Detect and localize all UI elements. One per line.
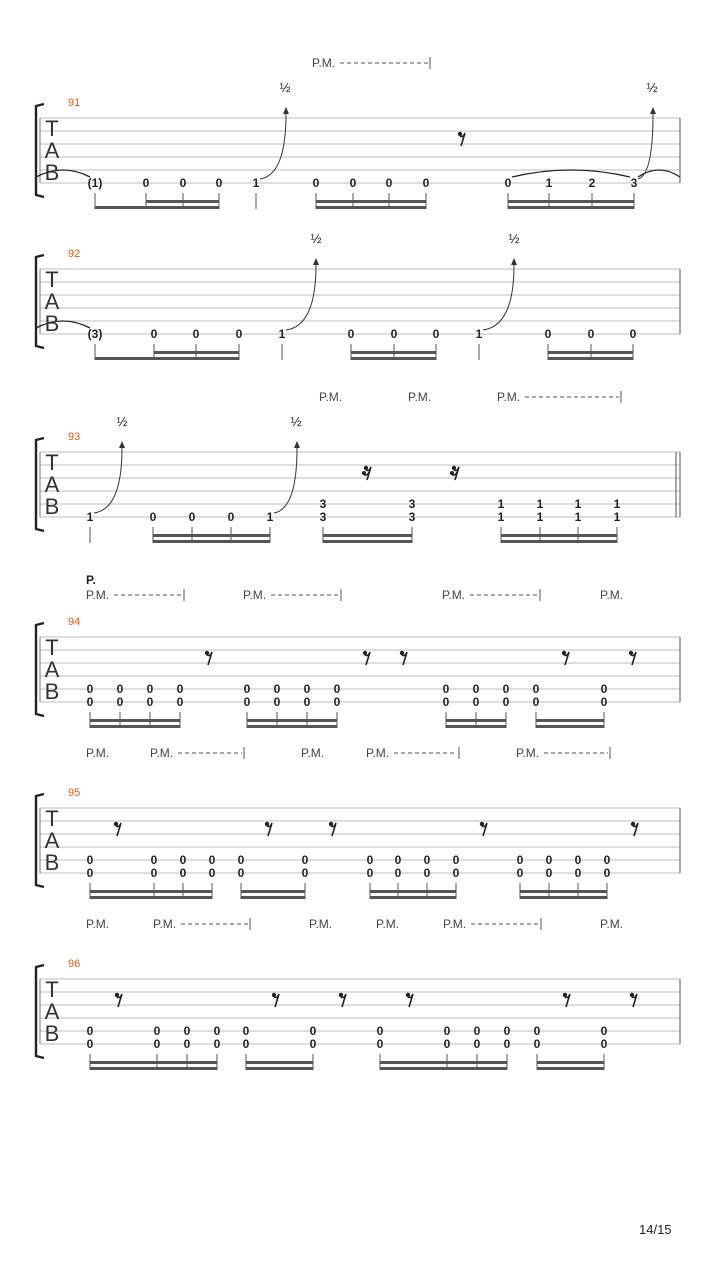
fret-number: 0 bbox=[309, 1024, 317, 1038]
fret-number: 1 bbox=[278, 327, 286, 341]
fret-number: 1 bbox=[497, 510, 505, 524]
beam bbox=[370, 890, 456, 893]
tab-clef-letter: B bbox=[44, 850, 60, 875]
tab-clef-letter: T bbox=[45, 116, 59, 141]
tab-system-93 bbox=[36, 390, 680, 543]
palm-mute-label: P.M. bbox=[153, 917, 177, 931]
fret-number: 0 bbox=[237, 853, 245, 867]
tab-clef-letter: B bbox=[44, 311, 60, 336]
beam bbox=[501, 534, 617, 537]
fret-number: 0 bbox=[533, 1037, 541, 1051]
fret-number: 1 bbox=[574, 510, 582, 524]
tab-clef-letter: A bbox=[44, 472, 60, 497]
fret-number: 0 bbox=[587, 327, 595, 341]
bend-arrow bbox=[511, 258, 517, 265]
tab-clef-letter: B bbox=[44, 1021, 60, 1046]
fret-number: 0 bbox=[242, 1037, 250, 1051]
beam bbox=[548, 357, 633, 360]
beam bbox=[548, 351, 633, 354]
palm-mute-label: P.M. bbox=[442, 588, 466, 602]
fret-number: 0 bbox=[333, 682, 341, 696]
fret-number: 0 bbox=[273, 695, 281, 709]
beam bbox=[316, 200, 426, 203]
fret-number: 0 bbox=[629, 327, 637, 341]
tab-clef-letter: A bbox=[44, 138, 60, 163]
fret-number: 0 bbox=[243, 682, 251, 696]
fret-number: 0 bbox=[183, 1037, 191, 1051]
fret-number: 0 bbox=[394, 853, 402, 867]
fret-number: 0 bbox=[473, 1024, 481, 1038]
fret-number: 0 bbox=[532, 695, 540, 709]
bend-arrow bbox=[313, 258, 319, 265]
fret-number: 0 bbox=[86, 682, 94, 696]
fret-number: 0 bbox=[422, 176, 430, 190]
fret-number: 0 bbox=[179, 866, 187, 880]
bend-curve bbox=[274, 448, 297, 513]
fret-number: 0 bbox=[176, 695, 184, 709]
beam bbox=[520, 890, 607, 893]
palm-mute-label: P.M. bbox=[600, 917, 624, 931]
fret-number: 0 bbox=[153, 1024, 161, 1038]
beam bbox=[323, 540, 412, 543]
palm-mute-label: P.M. bbox=[319, 390, 343, 404]
beam bbox=[537, 1067, 604, 1070]
fret-number: 0 bbox=[146, 695, 154, 709]
fret-number: 0 bbox=[235, 327, 243, 341]
fret-number: 0 bbox=[545, 866, 553, 880]
beam bbox=[146, 200, 219, 203]
bend-amount: ½ bbox=[290, 414, 302, 429]
section-marker: P. bbox=[86, 573, 96, 587]
palm-mute-label: P.M. bbox=[243, 588, 267, 602]
bend-amount: ½ bbox=[310, 231, 322, 246]
fret-number: 2 bbox=[588, 176, 596, 190]
fret-number: 0 bbox=[472, 682, 480, 696]
tab-clef-letter: A bbox=[44, 999, 60, 1024]
tab-clef-letter: B bbox=[44, 494, 60, 519]
bend-amount: ½ bbox=[508, 231, 520, 246]
fret-number: 0 bbox=[312, 176, 320, 190]
fret-number: 1 bbox=[536, 510, 544, 524]
fret-number: 0 bbox=[423, 866, 431, 880]
fret-number: 1 bbox=[545, 176, 553, 190]
fret-number: 0 bbox=[600, 682, 608, 696]
fret-number: 0 bbox=[503, 1037, 511, 1051]
fret-number: 0 bbox=[303, 695, 311, 709]
fret-number: 0 bbox=[86, 866, 94, 880]
tab-clef-letter: A bbox=[44, 657, 60, 682]
beam bbox=[95, 357, 239, 360]
fret-number: 0 bbox=[349, 176, 357, 190]
beam bbox=[90, 890, 212, 893]
fret-number: 0 bbox=[472, 695, 480, 709]
tab-clef-letter: T bbox=[45, 450, 59, 475]
fret-number: 0 bbox=[533, 1024, 541, 1038]
tab-clef-letter: A bbox=[44, 828, 60, 853]
bend-curve bbox=[286, 265, 316, 330]
fret-number: 0 bbox=[86, 853, 94, 867]
fret-number: 1 bbox=[86, 510, 94, 524]
beam bbox=[508, 206, 634, 209]
fret-number: 0 bbox=[188, 510, 196, 524]
measure-number: 91 bbox=[68, 97, 81, 109]
fret-number: 0 bbox=[208, 853, 216, 867]
palm-mute-label: P.M. bbox=[516, 746, 540, 760]
fret-number: 0 bbox=[532, 682, 540, 696]
fret-number: 0 bbox=[452, 853, 460, 867]
fret-number: 0 bbox=[146, 682, 154, 696]
fret-number: 0 bbox=[600, 1037, 608, 1051]
fret-number: 0 bbox=[376, 1037, 384, 1051]
beam bbox=[153, 534, 270, 537]
fret-number: 0 bbox=[502, 695, 510, 709]
tab-clef-letter: T bbox=[45, 635, 59, 660]
beam bbox=[501, 540, 617, 543]
beam bbox=[520, 896, 607, 899]
fret-number: 0 bbox=[237, 866, 245, 880]
bend-curve bbox=[260, 114, 286, 179]
fret-number: 0 bbox=[390, 327, 398, 341]
bend-amount: ½ bbox=[279, 80, 291, 95]
fret-number: 0 bbox=[213, 1037, 221, 1051]
tab-clef-letter: T bbox=[45, 806, 59, 831]
palm-mute-label: P.M. bbox=[86, 746, 110, 760]
fret-number: 1 bbox=[475, 327, 483, 341]
fret-number: 0 bbox=[504, 176, 512, 190]
bend-curve bbox=[483, 265, 514, 330]
beam bbox=[351, 357, 436, 360]
fret-number: 1 bbox=[536, 497, 544, 511]
page-number: 14/15 bbox=[639, 1222, 672, 1237]
fret-number: 0 bbox=[366, 853, 374, 867]
fret-number: 3 bbox=[630, 176, 638, 190]
fret-number: 1 bbox=[497, 497, 505, 511]
fret-number: (3) bbox=[87, 327, 103, 341]
fret-number: 1 bbox=[613, 497, 621, 511]
bend-arrow bbox=[294, 441, 300, 448]
fret-number: 0 bbox=[176, 682, 184, 696]
palm-mute-label: P.M. bbox=[150, 746, 174, 760]
fret-number: 0 bbox=[309, 1037, 317, 1051]
beam bbox=[316, 206, 426, 209]
tab-clef-letter: B bbox=[44, 160, 60, 185]
fret-number: 0 bbox=[600, 695, 608, 709]
tab-clef-letter: B bbox=[44, 679, 60, 704]
bend-arrow bbox=[650, 107, 656, 114]
fret-number: 0 bbox=[603, 853, 611, 867]
fret-number: 0 bbox=[452, 866, 460, 880]
fret-number: 0 bbox=[442, 682, 450, 696]
beam bbox=[446, 719, 506, 722]
fret-number: 0 bbox=[86, 1024, 94, 1038]
tie bbox=[638, 170, 680, 177]
tab-system-96 bbox=[36, 917, 680, 1070]
fret-number: 0 bbox=[516, 853, 524, 867]
palm-mute-label: P.M. bbox=[366, 746, 390, 760]
beam bbox=[90, 896, 212, 899]
fret-number: 0 bbox=[215, 176, 223, 190]
fret-number: 0 bbox=[503, 1024, 511, 1038]
beam bbox=[380, 1067, 507, 1070]
fret-number: 1 bbox=[266, 510, 274, 524]
palm-mute-label: P.M. bbox=[86, 917, 110, 931]
fret-number: 0 bbox=[545, 853, 553, 867]
fret-number: 0 bbox=[502, 682, 510, 696]
fret-number: 0 bbox=[394, 866, 402, 880]
fret-number: 0 bbox=[153, 1037, 161, 1051]
beam bbox=[247, 725, 337, 728]
fret-number: 0 bbox=[242, 1024, 250, 1038]
fret-number: 0 bbox=[366, 866, 374, 880]
fret-number: 0 bbox=[516, 866, 524, 880]
beam bbox=[241, 896, 305, 899]
tab-clef-letter: T bbox=[45, 267, 59, 292]
beam bbox=[246, 1067, 313, 1070]
palm-mute-label: P.M. bbox=[408, 390, 432, 404]
beam bbox=[370, 896, 456, 899]
fret-number: 0 bbox=[544, 327, 552, 341]
fret-number: 0 bbox=[116, 695, 124, 709]
tab-system-94 bbox=[36, 573, 680, 728]
fret-number: 0 bbox=[243, 695, 251, 709]
fret-number: 0 bbox=[86, 695, 94, 709]
beam bbox=[351, 351, 436, 354]
beam bbox=[246, 1061, 313, 1064]
fret-number: 0 bbox=[574, 866, 582, 880]
fret-number: 0 bbox=[442, 695, 450, 709]
measure-number: 96 bbox=[68, 958, 81, 970]
beam bbox=[323, 534, 412, 537]
tab-clef-letter: A bbox=[44, 289, 60, 314]
tab-clef-letter: T bbox=[45, 977, 59, 1002]
tab-system-92 bbox=[36, 231, 680, 360]
beam bbox=[90, 1061, 217, 1064]
beam bbox=[90, 725, 180, 728]
palm-mute-label: P.M. bbox=[301, 746, 325, 760]
fret-number: 0 bbox=[116, 682, 124, 696]
tie bbox=[512, 170, 630, 177]
beam bbox=[508, 200, 634, 203]
bend-amount: ½ bbox=[116, 414, 128, 429]
fret-number: 0 bbox=[192, 327, 200, 341]
fret-number: 0 bbox=[150, 866, 158, 880]
fret-number: 0 bbox=[385, 176, 393, 190]
fret-number: 3 bbox=[319, 510, 327, 524]
measure-number: 95 bbox=[68, 787, 81, 799]
fret-number: 0 bbox=[183, 1024, 191, 1038]
fret-number: 0 bbox=[473, 1037, 481, 1051]
palm-mute-label: P.M. bbox=[86, 588, 110, 602]
fret-number: 0 bbox=[303, 682, 311, 696]
fret-number: 0 bbox=[333, 695, 341, 709]
palm-mute-label: P.M. bbox=[443, 917, 467, 931]
fret-number: 0 bbox=[150, 327, 158, 341]
tab-system-91 bbox=[36, 56, 680, 209]
bend-curve bbox=[94, 448, 122, 513]
beam bbox=[241, 890, 305, 893]
fret-number: 0 bbox=[347, 327, 355, 341]
beam bbox=[446, 725, 506, 728]
fret-number: 0 bbox=[600, 1024, 608, 1038]
beam bbox=[537, 1061, 604, 1064]
fret-number: 0 bbox=[227, 510, 235, 524]
beam bbox=[536, 719, 604, 722]
fret-number: 0 bbox=[179, 853, 187, 867]
fret-number: 3 bbox=[408, 510, 416, 524]
fret-number: 0 bbox=[149, 510, 157, 524]
bend-arrow bbox=[119, 441, 125, 448]
fret-number: 0 bbox=[208, 866, 216, 880]
measure-number: 92 bbox=[68, 248, 81, 260]
fret-number: 0 bbox=[179, 176, 187, 190]
beam bbox=[536, 725, 604, 728]
measure-number: 93 bbox=[68, 431, 81, 443]
palm-mute-label: P.M. bbox=[309, 917, 333, 931]
fret-number: 3 bbox=[408, 497, 416, 511]
fret-number: 0 bbox=[213, 1024, 221, 1038]
beam bbox=[90, 1067, 217, 1070]
fret-number: 0 bbox=[443, 1037, 451, 1051]
fret-number: 0 bbox=[150, 853, 158, 867]
bend-amount: ½ bbox=[646, 80, 658, 95]
fret-number: 0 bbox=[574, 853, 582, 867]
fret-number: 0 bbox=[376, 1024, 384, 1038]
fret-number: 0 bbox=[142, 176, 150, 190]
fret-number: 0 bbox=[432, 327, 440, 341]
fret-number: 0 bbox=[423, 853, 431, 867]
fret-number: 1 bbox=[574, 497, 582, 511]
fret-number: 0 bbox=[603, 866, 611, 880]
tab-system-95 bbox=[36, 746, 680, 899]
fret-number: 0 bbox=[301, 866, 309, 880]
fret-number: 1 bbox=[252, 176, 260, 190]
bend-arrow bbox=[283, 107, 289, 114]
beam bbox=[90, 719, 180, 722]
fret-number: 0 bbox=[273, 682, 281, 696]
beam bbox=[95, 206, 219, 209]
beam bbox=[153, 540, 270, 543]
palm-mute-label: P.M. bbox=[376, 917, 400, 931]
palm-mute-label: P.M. bbox=[600, 588, 624, 602]
fret-number: 0 bbox=[443, 1024, 451, 1038]
fret-number: 3 bbox=[319, 497, 327, 511]
fret-number: (1) bbox=[87, 176, 103, 190]
beam bbox=[247, 719, 337, 722]
palm-mute-label: P.M. bbox=[312, 56, 336, 70]
fret-number: 0 bbox=[86, 1037, 94, 1051]
measure-number: 94 bbox=[68, 616, 81, 628]
beam bbox=[154, 351, 239, 354]
beam bbox=[380, 1061, 507, 1064]
bend-curve bbox=[638, 114, 653, 179]
palm-mute-label: P.M. bbox=[497, 390, 521, 404]
fret-number: 1 bbox=[613, 510, 621, 524]
fret-number: 0 bbox=[301, 853, 309, 867]
